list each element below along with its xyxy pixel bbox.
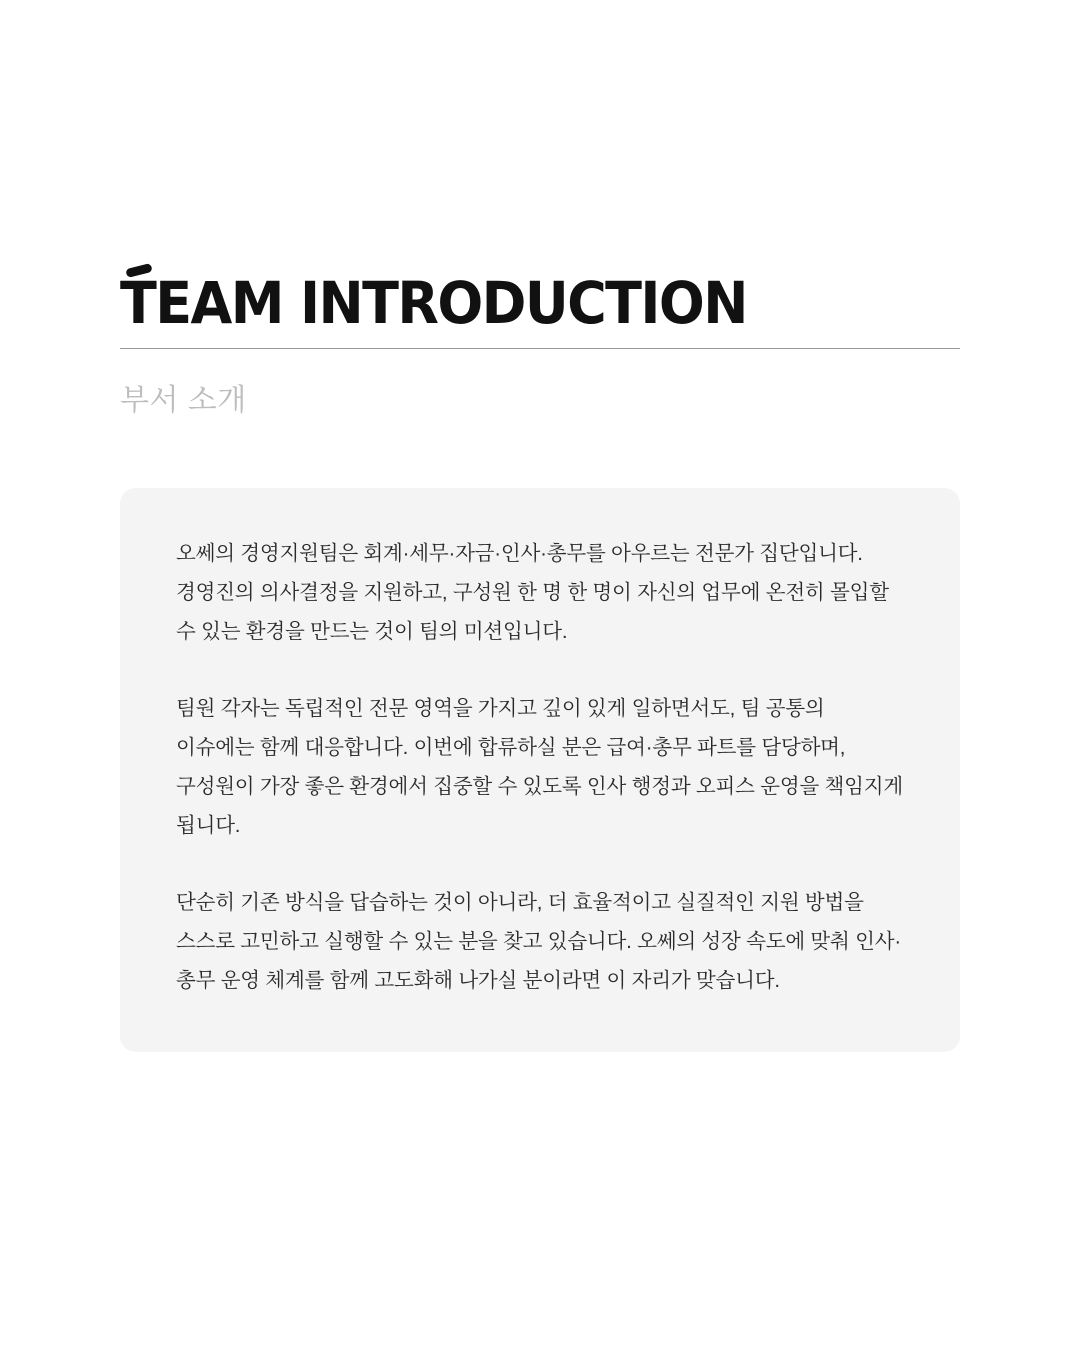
title-row [120, 269, 960, 348]
description-paragraph: 오쎄의 경영지원팀은 회계·세무·자금·인사·총무를 아우르는 전문가 집단입니다. 경영진의 의사결정을 지원하고, 구성원 한 명 한 명이 자신의 업무에 온전히 몰입할 수 있는 환경을 만드는 것이 팀의 미션입니다. [176, 542, 889, 643]
page-subtitle: 부서 소개 [120, 384, 247, 417]
description-paragraph: 팀원 각자는 독립적인 전문 영역을 가지고 깊이 있게 일하면서도, 팀 공통의 이슈에는 함께 대응합니다. 이번에 합류하실 분은 급여·총무 파트를 담당하며, 구성원이 가장 좋은 환경에서 집중할 수 있도록 인사 행정과 오피스 운영을 책임지게 됩니다. [176, 697, 903, 837]
page-title: TEAM INTRODUCTION [120, 269, 747, 338]
description-paragraph: 단순히 기존 방식을 답습하는 것이 아니라, 더 효율적이고 실질적인 지원 방법을 스스로 고민하고 실행할 수 있는 분을 찾고 있습니다. 오쎄의 성장 속도에 맞춰 인사·총무 운영 체계를 함께 고도화해 나가실 분이라면 이 자리가 맞습니다. [176, 891, 901, 992]
header-divider [120, 348, 960, 349]
page-header [120, 269, 960, 419]
description-card [120, 488, 960, 1052]
